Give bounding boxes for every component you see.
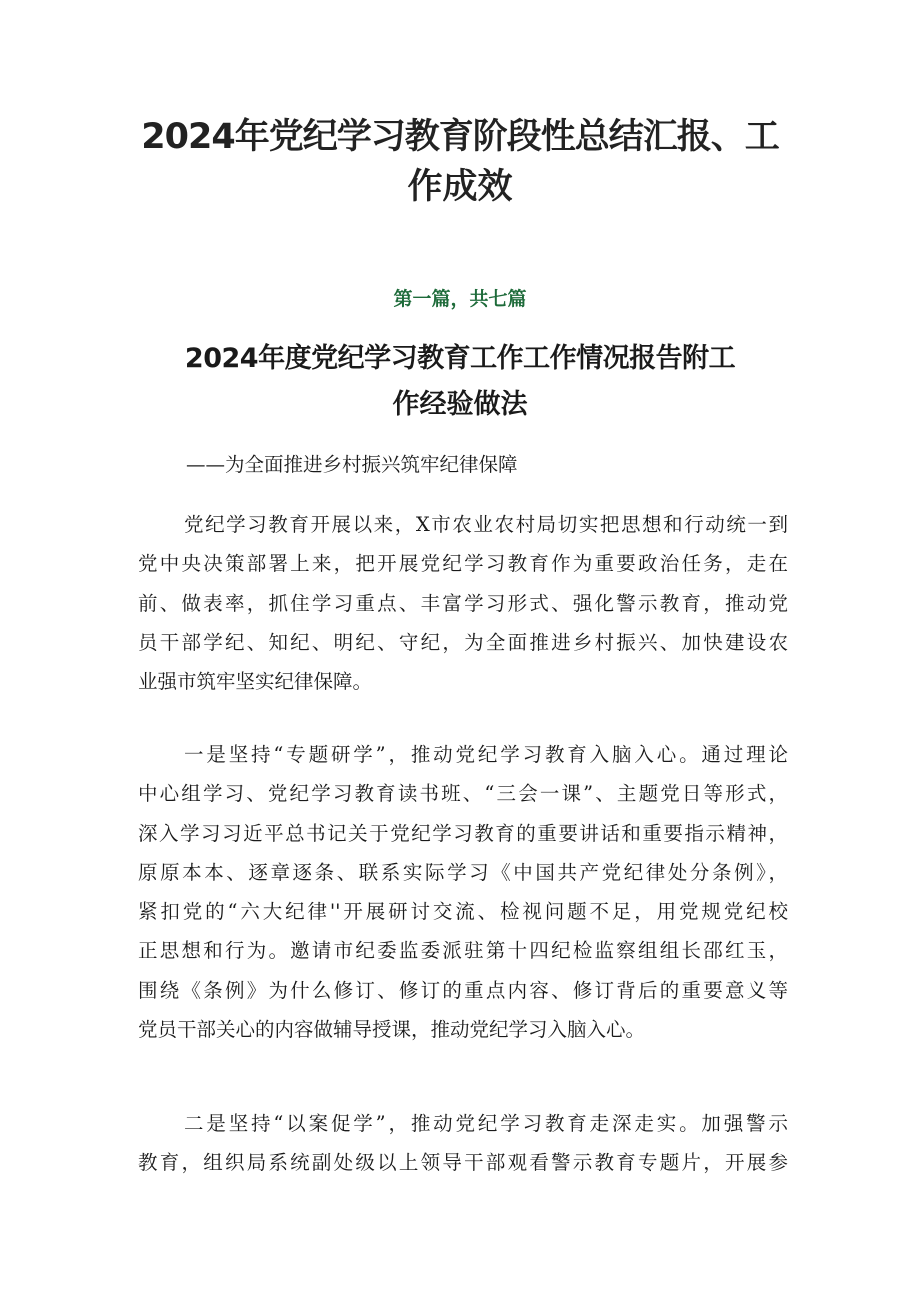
paragraph-intro <box>138 505 788 701</box>
paragraph-line: 党纪学习教育开展以来，X市农业农村局切实把思想和行动统一到 <box>184 513 788 536</box>
paragraph-line: 前、做表率，抓住学习重点、丰富学习形式、强化警示教育，推动党 <box>138 591 788 615</box>
paragraph-line: 二是坚持“以案促学”，推动党纪学习教育走深走实。加强警示 <box>184 1112 788 1135</box>
paragraph-line: 围绕《条例》为什么修订、修订的重点内容、修订背后的重要意义等 <box>138 978 788 1002</box>
paragraph-line: 紧扣党的“六大纪律''开展研讨交流、检视问题不足，用党规党纪校 <box>138 900 788 924</box>
article-title-line-1: 2024年度党纪学习教育工作工作情况报告附工 <box>184 343 736 374</box>
paragraph-case-study <box>138 1104 788 1183</box>
paragraph-special-study <box>138 735 788 1049</box>
article-title-line-2: 作经验做法 <box>392 389 528 420</box>
paragraph-line: 党中央决策部署上来，把开展党纪学习教育作为重要政治任务，走在 <box>138 552 788 576</box>
paragraph-line: 中心组学习、党纪学习教育读书班、“三会一课”、主题党日等形式， <box>138 782 788 806</box>
document-title <box>130 112 790 212</box>
paragraph-line: 员干部学纪、知纪、明纪、守纪，为全面推进乡村振兴、加快建设农 <box>138 630 788 654</box>
article-title <box>150 336 770 428</box>
paragraph-line: 一是坚持“专题研学”，推动党纪学习教育入脑入心。通过理论 <box>184 743 788 766</box>
paragraph-line: 原原本本、逐章逐条、联系实际学习《中国共产党纪律处分条例》， <box>138 860 788 884</box>
paragraph-line: 正思想和行为。邀请市纪委监委派驻第十四纪检监察组组长邵红玉， <box>138 939 788 963</box>
paragraph-line: 党员干部关心的内容做辅导授课，推动党纪学习入脑入心。 <box>138 1018 646 1042</box>
paragraph-line: 教育，组织局系统副处级以上领导干部观看警示教育专题片，开展参 <box>138 1151 788 1175</box>
paragraph-line: 深入学习习近平总书记关于党纪学习教育的重要讲话和重要指示精神， <box>138 821 788 845</box>
paragraph-line: 业强市筑牢坚实纪律保障。 <box>138 670 373 694</box>
document-title-line-1: 2024年党纪学习教育阶段性总结汇报、工 <box>141 117 779 157</box>
part-label: 第一篇，共七篇 <box>393 288 527 310</box>
article-dedication: ——为全面推进乡村振兴筑牢纪律保障 <box>186 453 518 476</box>
document-title-line-2: 作成效 <box>407 167 513 207</box>
